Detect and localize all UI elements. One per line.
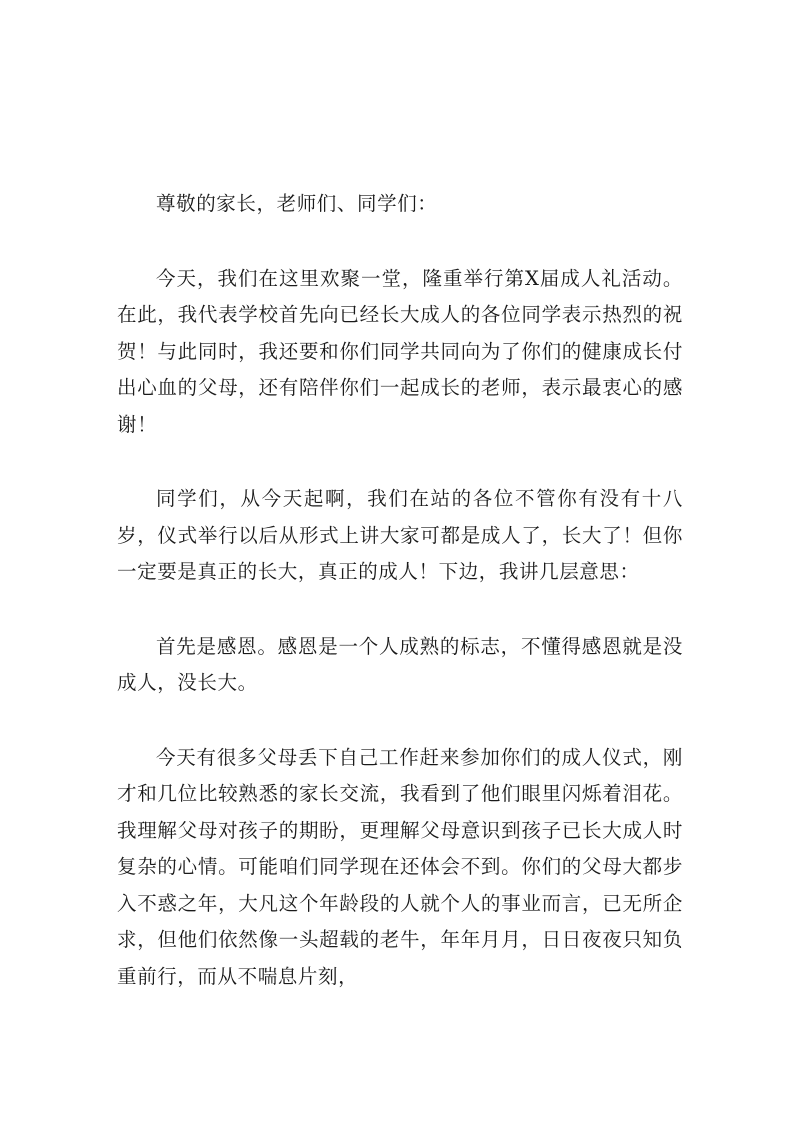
paragraph-gap bbox=[117, 702, 683, 740]
paragraph-gap bbox=[117, 591, 683, 629]
paragraph-gap bbox=[117, 223, 683, 261]
paragraph-coming-of-age: 同学们，从今天起啊，我们在站的各位不管你有没有十八岁，仪式举行以后从形式上讲大家可都是成人了，长大了！但你一定要是真正的长大，真正的成人！下边，我讲几层意思： bbox=[117, 487, 683, 583]
paragraph-gap bbox=[117, 443, 683, 481]
document-page bbox=[117, 186, 683, 995]
paragraph-gratitude: 首先是感恩。感恩是一个人成熟的标志，不懂得感恩就是没成人，没长大。 bbox=[117, 634, 683, 694]
salutation: 尊敬的家长，老师们、同学们： bbox=[156, 192, 438, 215]
paragraph-opening: 今天，我们在这里欢聚一堂，隆重举行第X届成人礼活动。在此，我代表学校首先向已经长大成人的各位同学表示热烈的祝贺！与此同时，我还要和你们同学共同向为了你们的健康成长付出心血的父母，还有陪伴你们一起成长的老师，表示最衷心的感谢！ bbox=[117, 266, 683, 436]
paragraph-parents: 今天有很多父母丢下自己工作赶来参加你们的成人仪式，刚才和几位比较熟悉的家长交流，我看到了他们眼里闪烁着泪花。我理解父母对孩子的期盼，更理解父母意识到孩子已长大成人时复杂的心情。可能咱们同学现在还体会不到。你们的父母大都步入不惑之年，大凡这个年龄段的人就个人的事业而言，已无所企求，但他们依然像一头超载的老牛，年年月月，日日夜夜只知负重前行，而从不喘息片刻， bbox=[117, 745, 683, 988]
